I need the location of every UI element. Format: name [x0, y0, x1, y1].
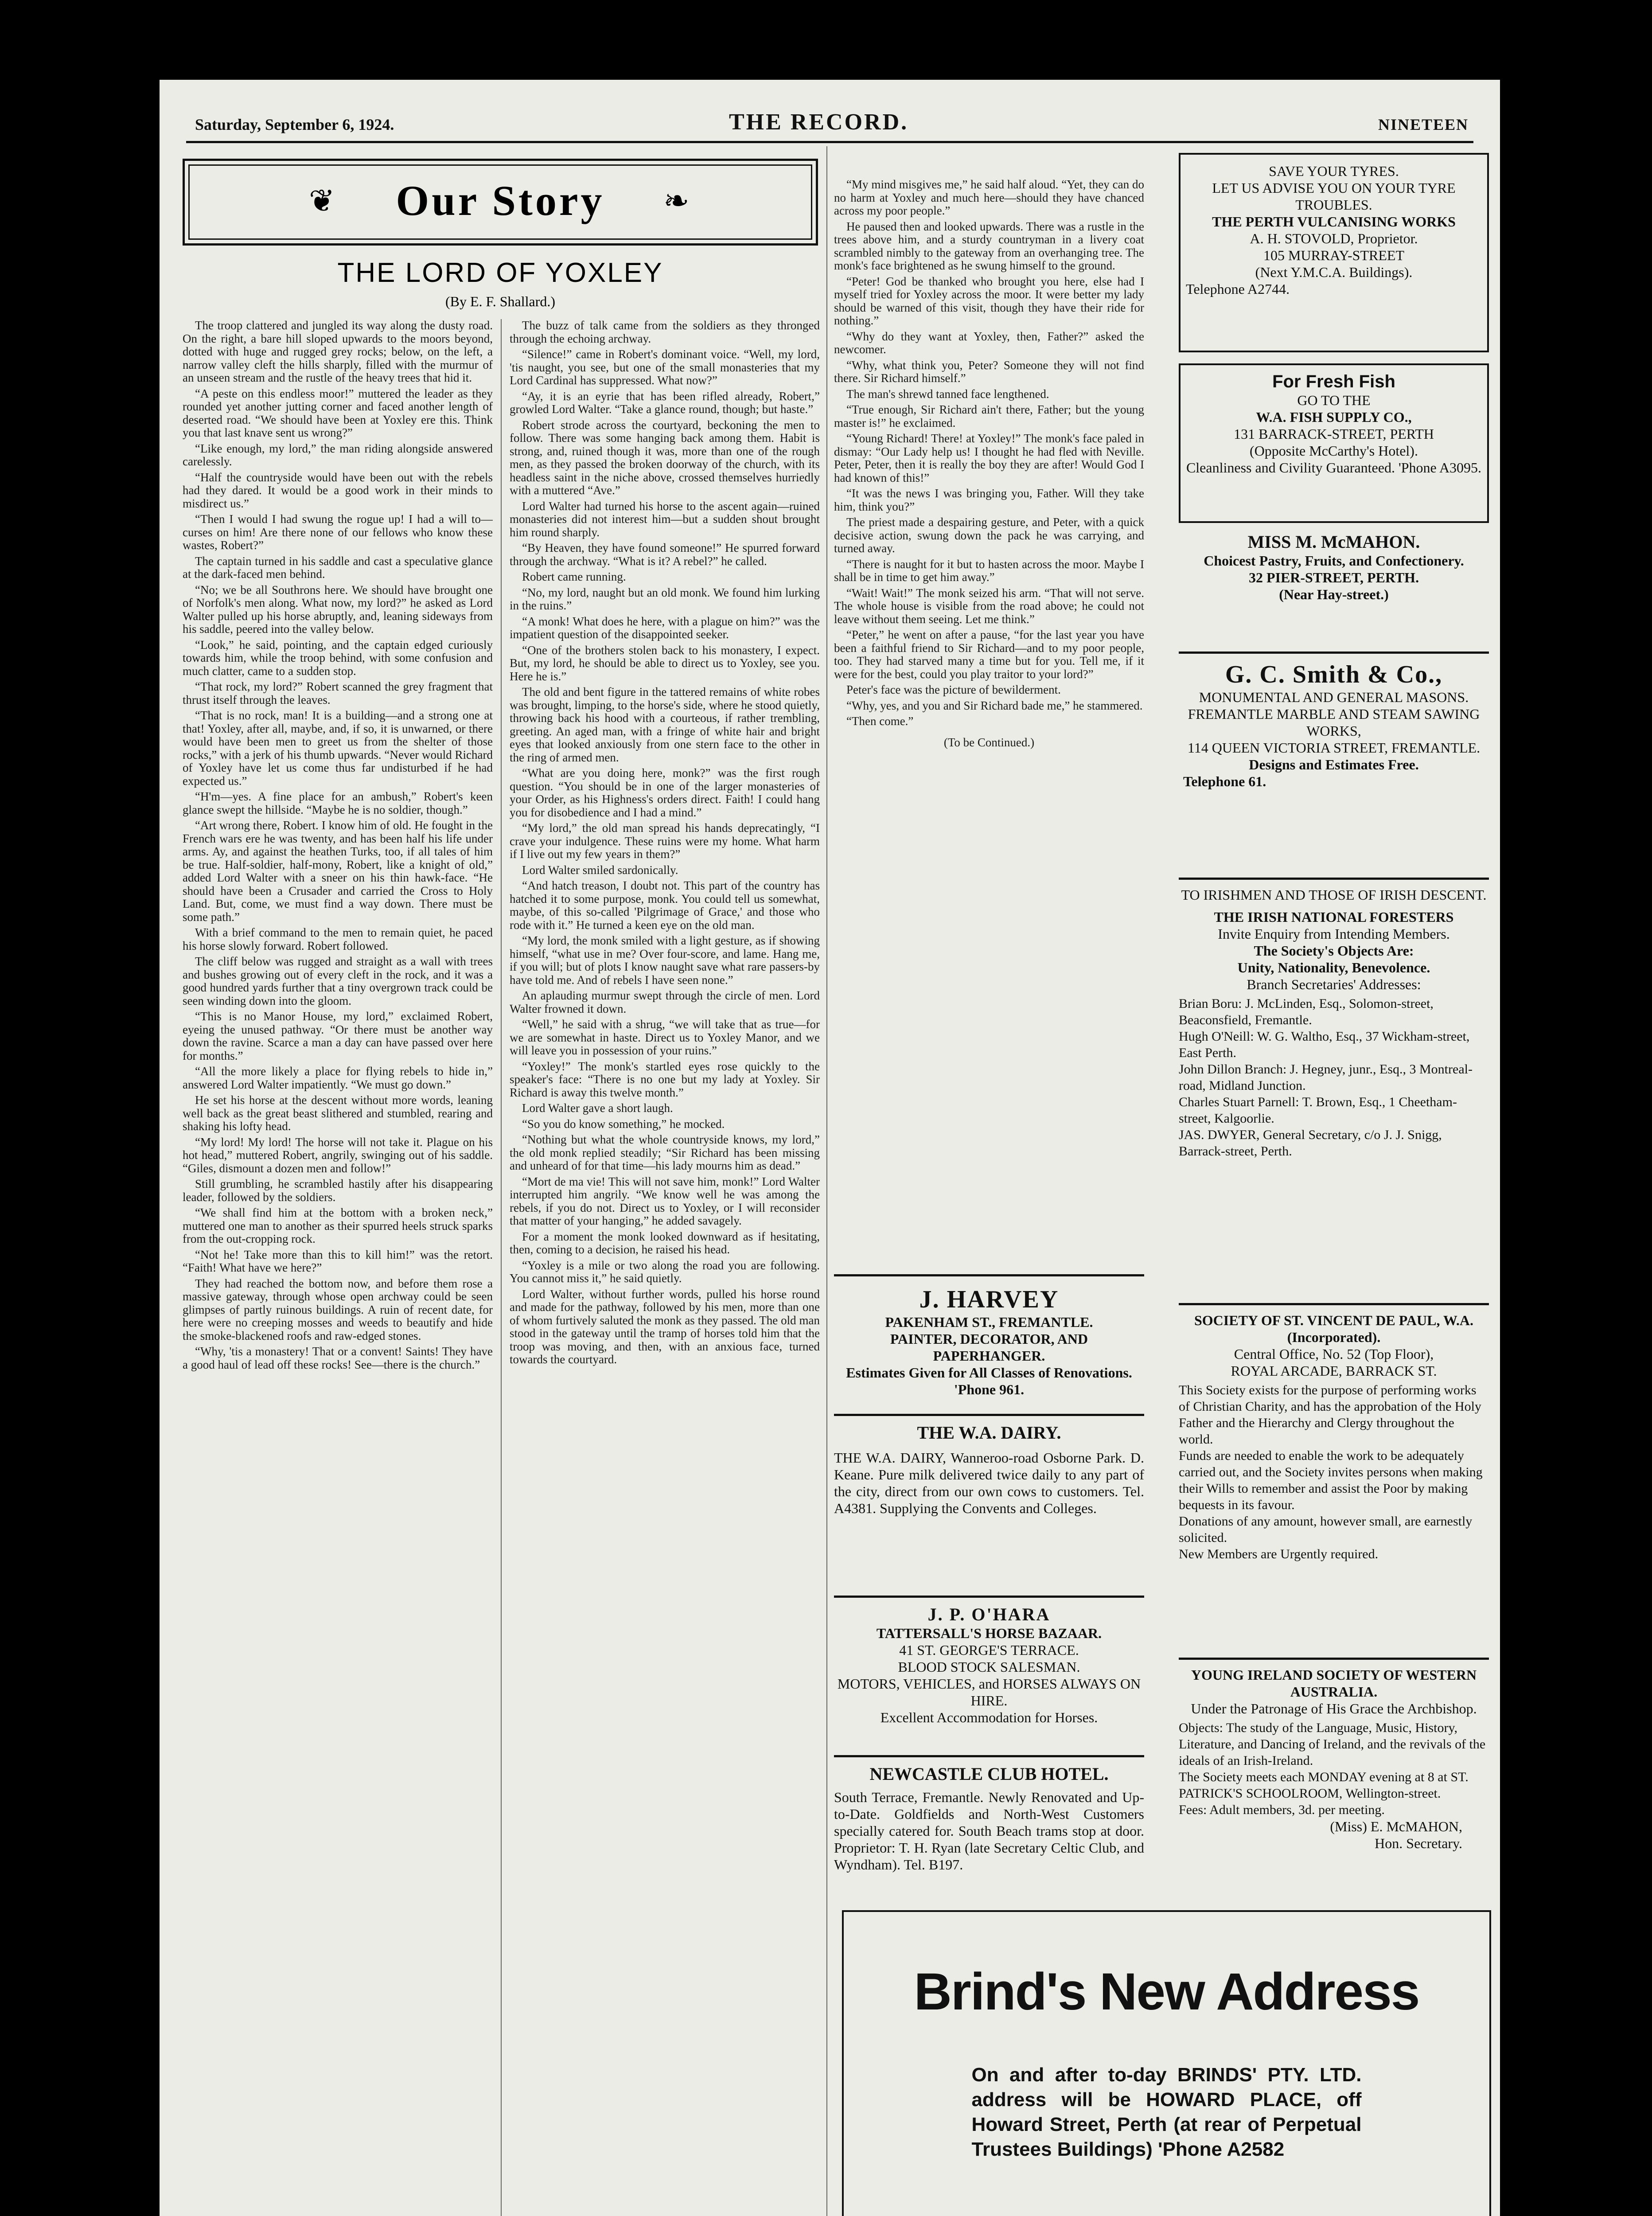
story-paragraph: “Ay, it is an eyrie that has been rifled already, Robert,” growled Lord Walter. “Take a glance round, though; but haste.”	[510, 389, 820, 416]
story-paragraph: “A peste on this endless moor!” muttered the leader as they rounded yet another jutting corner and faced another length of deserted road. “We should have been at Yoxley ere this. Think you that last knave sent us wrong?”	[183, 386, 493, 439]
story-paragraph: “It was the news I was bringing you, Father. Will they take him, think you?”	[834, 487, 1144, 513]
tyres-telephone: Telephone A2744.	[1186, 281, 1290, 297]
ireland-secretary: (Miss) E. McMAHON,	[1330, 1818, 1462, 1834]
fish-company: W.A. FISH SUPPLY CO.,	[1256, 409, 1412, 425]
story-paragraph: With a brief command to the men to remain quiet, he paced his horse slowly forward. Robert followed.	[183, 926, 493, 952]
story-paragraph: “One of the brothers stolen back to his monastery, I expect. But, my lord, he should be able to direct us to Yoxley, see you. Here he is.”	[510, 643, 820, 683]
story-paragraph: “What are you doing here, monk?” was the first rough question. “You should be in one of the larger monasteries of your Order, as his Highness's orders direct. Faith! I could hang you for disobedience and I had a mind.”	[510, 766, 820, 819]
story-paragraph: “Then come.”	[846, 714, 914, 728]
ornament-right-icon: ❧	[663, 183, 690, 219]
story-paragraph: The cliff below was rugged and straight as a wall with trees and bushes growing out of every cleft in the rock, and it was a good hundred yards further that a tiny overgrown track could be seen winding down into the gloom.	[183, 955, 493, 1007]
story-paragraph: “Peter,” he went on after a pause, “for the last year you have been a faithful friend to Sir Richard—and to my poor people, too. They had starved many a time but for you. Tell me, if it were for the best, could you play traitor to your lord?”	[834, 628, 1144, 681]
ad-rule	[1179, 1658, 1489, 1660]
story-paragraph: “Young Richard! There! at Yoxley!” The monk's face paled in dismay: “Our Lady help us! I thought he had fled with Neville. Peter, Peter, then it is really the boy they are after! Would God I had known of this!”	[834, 432, 1144, 484]
smith-works: FREMANTLE MARBLE AND STEAM SAWING WORKS,	[1188, 706, 1480, 739]
story-paragraph: The troop clattered and jungled its way along the dusty road. On the right, a bare hill sloped upwards to the moors beyond, dotted with huge and rugged grey rocks; below, on the left, a narrow valley cleft the hills sharply, filled with the murmur of an unseen stream and the rustle of the heavy trees that hid it.	[183, 319, 493, 384]
harvey-ad	[834, 1285, 1144, 1398]
story-column-2	[510, 319, 820, 2216]
tyres-headline: SAVE YOUR TYRES.	[1269, 163, 1399, 179]
smith-masons: MONUMENTAL AND GENERAL MASONS.	[1199, 689, 1469, 705]
forester-branch: JAS. DWYER, General Secretary, c/o J. J. Snigg, Barrack-street, Perth.	[1179, 1128, 1442, 1159]
ohara-address: 41 ST. GEORGE'S TERRACE.	[899, 1642, 1079, 1658]
forester-branch: Brian Boru: J. McLinden, Esq., Solomon-street, Beaconsfield, Fremantle.	[1179, 996, 1434, 1027]
story-paragraph: “Yoxley!” The monk's startled eyes rose quickly to the speaker's face: “There is no one but my lady at Yoxley. Sir Richard is away this twelve month.”	[510, 1059, 820, 1099]
foresters-invite: Invite Enquiry from Intending Members.	[1218, 926, 1450, 942]
fish-opposite: (Opposite McCarthy's Hotel).	[1250, 443, 1418, 459]
newcastle-ad	[834, 1764, 1144, 1873]
ad-rule	[834, 1274, 1144, 1276]
vincent-paragraph: Funds are needed to enable the work to be adequately carried out, and the Society invites persons when making their Wills to remember and assist the Poor by making bequests in its favour.	[1179, 1448, 1483, 1512]
story-paragraph: “Why, yes, and you and Sir Richard bade me,” he stammered.	[846, 698, 1143, 712]
story-column-3	[834, 178, 1144, 1268]
ireland-paragraph: Objects: The study of the Language, Music, History, Literature, and Dancing of Ireland, and the revivals of the ideals of an Irish-Ireland.	[1179, 1721, 1486, 1768]
ohara-accommodation: Excellent Accommodation for Horses.	[880, 1709, 1098, 1725]
story-paragraph: “Then I would I had swung the rogue up! I had a will to—curses on him! Are there none of our fellows who know these wastes, Robert?”	[183, 512, 493, 552]
tyres-street: 105 MURRAY-STREET	[1263, 247, 1404, 263]
foresters-name: THE IRISH NATIONAL FORESTERS	[1214, 909, 1454, 925]
story-paragraph: “My lord,” the old man spread his hands deprecatingly, “I crave your indulgence. These ruins were my home. What harm if I live out my few years in them?”	[510, 821, 820, 861]
mcmahon-ad	[1179, 532, 1489, 603]
story-paragraph: “Not he! Take more than this to kill him!” was the retort. “Faith! What have we here?”	[183, 1248, 493, 1274]
vincent-name: SOCIETY OF ST. VINCENT DE PAUL, W.A. (Incorporated).	[1194, 1312, 1474, 1345]
story-paragraph: “My mind misgives me,” he said half aloud. “Yet, they can do no harm at Yoxley and much here—should they have chanced across my poor people.”	[834, 178, 1144, 217]
page-number: NINETEEN	[1378, 116, 1469, 133]
newcastle-body: South Terrace, Fremantle. Newly Renovated and Up-to-Date. Goldfields and North-West Customers specially catered for. South Beach trams stop at door. Proprietor: T. H. Ryan (late Secretary Celtic Club, and Wyndham). Tel. B197.	[834, 1789, 1144, 1873]
story-paragraph: “A monk! What does he here, with a plague on him?” was the impatient question of the disappointed seeker.	[510, 614, 820, 641]
story-paragraph: “And hatch treason, I doubt not. This part of the country has hatched it to some purpose, monk. You could tell us somewhat, maybe, of this so-called 'Pilgrimage of Grace,' and those who rode with it.” He turned a keen eye on the old man.	[510, 879, 820, 932]
dairy-title: THE W.A. DAIRY.	[917, 1423, 1061, 1443]
story-paragraph: “No, my lord, naught but an old monk. We found him lurking in the ruins.”	[510, 585, 820, 612]
ad-rule	[834, 1596, 1144, 1598]
newspaper-page	[160, 80, 1500, 2216]
harvey-trade: PAINTER, DECORATOR, AND PAPERHANGER.	[890, 1331, 1088, 1364]
foresters-ad	[1179, 886, 1489, 1159]
brinds-ad	[842, 1910, 1491, 2216]
brinds-title: Brind's New Address	[914, 1962, 1419, 2021]
story-paragraph: “This is no Manor House, my lord,” exclaimed Robert, eyeing the unused pathway. “Or there must be another way down the ravine. Scarce a man a day can have passed over here for months.”	[183, 1010, 493, 1062]
forester-branch: Hugh O'Neill: W. G. Waltho, Esq., 37 Wickham-street, East Perth.	[1179, 1029, 1470, 1060]
story-paragraph: “Well,” he said with a shrug, “we will take that as true—for we are somewhat in haste. Direct us to Yoxley Manor, and we will leave you in possession of your ruins.”	[510, 1018, 820, 1057]
story-paragraph: Peter's face was the picture of bewilderment.	[846, 683, 1061, 696]
vincent-paragraph: This Society exists for the purpose of performing works of Christian Charity, and has the approbation of the Holy Father and the Hierarchy and Clergy throughout the world.	[1179, 1383, 1481, 1447]
issue-date: Saturday, September 6, 1924.	[195, 116, 394, 133]
story-paragraph: “Why, what think you, Peter? Someone they will not find there. Sir Richard himself.”	[834, 358, 1144, 385]
ohara-name: J. P. O'HARA	[927, 1604, 1051, 1624]
forester-branch: John Dillon Branch: J. Hegney, junr., Esq., 3 Montreal-road, Midland Junction.	[1179, 1062, 1473, 1093]
story-paragraph: The man's shrewd tanned face lengthened.	[846, 387, 1049, 401]
ireland-secretary-title: Hon. Secretary.	[1375, 1835, 1462, 1851]
fish-goto: GO TO THE	[1297, 392, 1371, 408]
story-paragraph: “My lord, the monk smiled with a light gesture, as if showing himself, “what use in me? Over four-score, and lame. Hang me, if you will; but of plots I know naught save what rare passers-by have told me. And of rebels I have seen none.”	[510, 934, 820, 987]
smith-telephone: Telephone 61.	[1183, 773, 1266, 789]
tyres-ad	[1179, 153, 1489, 352]
story-paragraph: He set his horse at the descent without more words, leaning well back as the great beast slithered and stumbled, rearing and shaking his lofty head.	[183, 1093, 493, 1133]
story-paragraph: “There is naught for it but to hasten across the moor. Maybe I shall be in time to get him away.”	[834, 557, 1144, 584]
fish-address: 131 BARRACK-STREET, PERTH	[1234, 426, 1434, 442]
story-paragraph: Lord Walter smiled sardonically.	[522, 863, 678, 877]
story-paragraph: “Yoxley is a mile or two along the road you are following. You cannot miss it,” he said quietly.	[510, 1258, 820, 1285]
forester-branch: Charles Stuart Parnell: T. Brown, Esq., 1 Cheetham-street, Kalgoorlie.	[1179, 1095, 1457, 1126]
story-paragraph: Robert strode across the courtyard, beckoning the men to follow. There was some hanging back among them. Habit is strong, and, ruined though it was, more than one of the rough men, as they passed the broken doorway of the church, with its headless saint in the niche above, crossed themselves hurriedly with a muttered “Ave.”	[510, 418, 820, 497]
ireland-paragraph: The Society meets each MONDAY evening at 8 at ST. PATRICK'S SCHOOLROOM, Wellington-street.	[1179, 1770, 1469, 1801]
foresters-headline: TO IRISHMEN AND THOSE OF IRISH DESCENT.	[1181, 887, 1487, 903]
ireland-ad	[1179, 1666, 1489, 1852]
story-paragraph: He paused then and looked upwards. There was a rustle in the trees above him, and a sturdy countryman in a livery coat scrambled nimbly to the gateway from an overhanging tree. The monk's face brightened as he swung himself to the ground.	[834, 219, 1144, 272]
fish-ad	[1179, 363, 1489, 523]
newcastle-title: NEWCASTLE CLUB HOTEL.	[869, 1764, 1109, 1784]
vincent-ad	[1179, 1312, 1489, 1562]
story-paragraph: Lord Walter, without further words, pulled his horse round and made for the pathway, followed by his men, more than one of whom furtively saluted the monk as they passed. The old man stood in the gateway until the tramp of horses told him that the troop was moving, and then, with an anxious face, turned towards the courtyard.	[510, 1287, 820, 1366]
story-byline: (By E. F. Shallard.)	[445, 293, 556, 309]
brinds-body: On and after to-day BRINDS' PTY. LTD. address will be HOWARD PLACE, off Howard Street, Perth (at rear of Perpetual Trustees Buildings) 'Phone A2582	[971, 2064, 1362, 2160]
story-title: THE LORD OF YOXLEY	[337, 257, 663, 288]
story-paragraph: “Nothing but what the whole countryside knows, my lord,” the old monk replied steadily; “Sir Richard has been missing and unheard of for that time—his lady mourns him as dead.”	[510, 1133, 820, 1172]
vincent-paragraph: New Members are Urgently required.	[1179, 1547, 1379, 1561]
story-paragraph: The priest made a despairing gesture, and Peter, with a quick decisive action, swung down the pack he was carrying, and turned away.	[834, 515, 1144, 555]
mcmahon-name: MISS M. McMAHON.	[1247, 532, 1420, 552]
story-paragraph: “So you do know something,” he mocked.	[522, 1117, 725, 1131]
fish-headline: For Fresh Fish	[1272, 372, 1395, 391]
tyres-proprietor: A. H. STOVOLD, Proprietor.	[1250, 230, 1418, 246]
mcmahon-goods: Choicest Pastry, Fruits, and Confectionery.	[1204, 553, 1464, 569]
story-paragraph: “By Heaven, they have found someone!” He spurred forward through the archway. “What is it? A rebel?” he called.	[510, 541, 820, 568]
story-paragraph: The old and bent figure in the tattered remains of white robes was brought, limping, to the horse's side, where he stood quietly, throwing back his hood with a courteous, if rather trembling, greeting. An aged man, with a fringe of white hair and bright eyes that looked anxiously from one stern face to the other in the ring of armed men.	[510, 685, 820, 764]
story-paragraph: “Peter! God be thanked who brought you here, else had I myself tried for Yoxley across the moor. It were better my lady should be warned of this visit, though they have their ride for nothing.”	[834, 274, 1144, 327]
story-paragraph: Robert came running.	[522, 570, 626, 583]
foresters-branches: Branch Secretaries' Addresses:	[1247, 976, 1421, 992]
story-banner-title: Our Story	[396, 177, 605, 224]
to-be-continued: (To be Continued.)	[943, 735, 1035, 749]
story-paragraph: “Why do they want at Yoxley, then, Father?” asked the newcomer.	[834, 329, 1144, 356]
smith-ad	[1179, 660, 1489, 790]
dairy-body: THE W.A. DAIRY, Wanneroo-road Osborne Park. D. Keane. Pure milk delivered twice daily to any part of the city, direct from our own cows to customers. Tel. A4381. Supplying the Convents and Colleges.	[834, 1450, 1144, 1516]
tyres-works: THE PERTH VULCANISING WORKS	[1212, 214, 1456, 230]
ad-rule	[834, 1414, 1144, 1416]
story-paragraph: “Look,” he said, pointing, and the captain edged curiously towards him, while the troop behind, with some confusion and much clatter, came to a sudden stop.	[183, 638, 493, 678]
masthead: THE RECORD.	[729, 109, 909, 135]
story-paragraph: An aplauding murmur swept through the circle of men. Lord Walter frowned it down.	[510, 989, 820, 1015]
story-paragraph: The captain turned in his saddle and cast a speculative glance at the dark-faced men behind.	[183, 554, 493, 581]
foresters-motto: Unity, Nationality, Benevolence.	[1237, 960, 1430, 975]
fish-phone: Cleanliness and Civility Guaranteed. 'Phone A3095.	[1186, 460, 1482, 476]
story-paragraph: “Like enough, my lord,” the man riding alongside answered carelessly.	[183, 441, 493, 468]
ad-rule	[1179, 652, 1489, 654]
story-paragraph: For a moment the monk looked downward as if hesitating, then, coming to a decision, he raised his head.	[510, 1229, 820, 1256]
story-paragraph: “H'm—yes. A fine place for an ambush,” Robert's keen glance swept the hillside. “Maybe he is no soldier, though.”	[183, 790, 493, 816]
smith-estimates: Designs and Estimates Free.	[1249, 757, 1419, 772]
story-paragraph: The buzz of talk came from the soldiers as they thronged through the echoing archway.	[510, 319, 820, 345]
story-paragraph: “True enough, Sir Richard ain't there, Father; but the young master is!” he exclaimed.	[834, 403, 1144, 429]
tyres-next: (Next Y.M.C.A. Buildings).	[1255, 264, 1413, 280]
mcmahon-near: (Near Hay-street.)	[1279, 586, 1389, 602]
vincent-paragraph: Donations of any amount, however small, are earnestly solicited.	[1179, 1514, 1473, 1545]
tyres-advise: LET US ADVISE YOU ON YOUR TYRE TROUBLES.	[1212, 180, 1456, 213]
harvey-address: PAKENHAM ST., FREMANTLE.	[885, 1314, 1093, 1330]
story-paragraph: “We shall find him at the bottom with a broken neck,” muttered one man to another as their spurred heels struck sparks from the out-cropping rock.	[183, 1206, 493, 1245]
story-paragraph: “Half the countryside would have been out with the rebels had they dared. It would be a good work in their minds to misdirect us.”	[183, 470, 493, 510]
ohara-trade: BLOOD STOCK SALESMAN.	[898, 1659, 1080, 1675]
foresters-objects: The Society's Objects Are:	[1254, 943, 1414, 959]
ohara-hire: MOTORS, VEHICLES, and HORSES ALWAYS ON HIRE.	[837, 1676, 1141, 1709]
ad-rule	[834, 1755, 1144, 1757]
story-paragraph: “Art wrong there, Robert. I know him of old. He fought in the French wars ere he was twenty, and has been half his life under arms. Ay, and against the heathen Turks, too, if all tales of him be true. Half-soldier, half-mony, Robert, like a knight of old,” added Lord Walter with a sneer on his thin hawk-face. “He should have been a Crusader and carried the Cross to Holy Land. But, come, we must find a way down. There must be some path.”	[183, 819, 493, 924]
story-paragraph: “Why, 'tis a monastery! That or a convent! Saints! They have a good haul of lead off these rocks! See—there is the church.”	[183, 1345, 493, 1371]
story-paragraph: “All the more likely a place for flying rebels to hide in,” answered Lord Walter impatiently. “We must go down.”	[183, 1065, 493, 1091]
smith-name: G. C. Smith & Co.,	[1225, 661, 1443, 688]
story-paragraph: Lord Walter had turned his horse to the ascent again—ruined monasteries did not interest him—but a sudden shout brought him round sharply.	[510, 499, 820, 539]
harvey-name: J. HARVEY	[919, 1286, 1059, 1313]
story-paragraph: Still grumbling, he scrambled hastily after his disappearing leader, followed by the soldiers.	[183, 1177, 493, 1204]
ad-rule	[1179, 1303, 1489, 1305]
column-divider	[501, 319, 502, 2216]
vincent-arcade: ROYAL ARCADE, BARRACK ST.	[1231, 1363, 1437, 1379]
story-paragraph: “Silence!” came in Robert's dominant voice. “Well, my lord, 'tis naught, you see, but one of the small monasteries that my Lord Cardinal has suppressed. What now?”	[510, 347, 820, 387]
dairy-ad	[834, 1423, 1144, 1517]
ad-rule	[1179, 878, 1489, 880]
story-paragraph: “Mort de ma vie! This will not save him, monk!” Lord Walter interrupted him angrily. “We know well he was among the rebels, if you do not. Direct us to Yoxley, or I will reconsider that matter of your hanging,” he added savagely.	[510, 1174, 820, 1227]
story-paragraph: “That is no rock, man! It is a building—and a strong one at that! Yoxley, after all, maybe, and, if so, it is unwarned, or there would have been men to greet us from the shelter of those rocks,” with a jerk of his thumb upwards. “Never would Richard of Yoxley have let us come thus far undisturbed if he had expected us.”	[183, 709, 493, 788]
mcmahon-address: 32 PIER-STREET, PERTH.	[1248, 570, 1419, 585]
harvey-phone: Estimates Given for All Classes of Renovations. 'Phone 961.	[846, 1365, 1132, 1397]
column-divider	[826, 146, 827, 2216]
ohara-bazaar: TATTERSALL'S HORSE BAZAAR.	[876, 1625, 1102, 1641]
story-banner	[183, 159, 818, 246]
story-paragraph: They had reached the bottom now, and before them rose a massive gateway, through whose open archway could be seen glimpses of partly ruinous buildings. A ruin of recent date, for here were no creeping mosses and weeds to beautify and hide the smoke-blackened roofs and raw-edged stones.	[183, 1276, 493, 1342]
story-paragraph: “Wait! Wait!” The monk seized his arm. “That will not serve. The whole house is visible from the road above; he could not leave without them seeing. Let me think.”	[834, 586, 1144, 626]
header-rule	[186, 141, 1473, 143]
vincent-office: Central Office, No. 52 (Top Floor),	[1234, 1346, 1434, 1362]
story-paragraph: “That rock, my lord?” Robert scanned the grey fragment that thrust itself through the leaves.	[183, 680, 493, 706]
story-column-1	[183, 319, 493, 2216]
story-paragraph: Lord Walter gave a short laugh.	[522, 1101, 673, 1115]
ireland-name: YOUNG IRELAND SOCIETY OF WESTERN AUSTRALIA.	[1191, 1667, 1477, 1700]
story-paragraph: “My lord! My lord! The horse will not take it. Plague on his hot head,” muttered Robert, angrily, swinging out of his saddle. “Giles, dismount a dozen men and follow!”	[183, 1135, 493, 1175]
smith-address: 114 QUEEN VICTORIA STREET, FREMANTLE.	[1187, 740, 1481, 756]
ohara-ad	[834, 1604, 1144, 1726]
story-paragraph: “No; we be all Southrons here. We should have brought one of Norfolk's men along. What now, my lord?” he asked as Lord Walter pulled up his horse abruptly, and, leaning sideways from his saddle, peered into the valley below.	[183, 583, 493, 636]
ornament-left-icon: ❦	[309, 183, 335, 219]
ireland-paragraph: Fees: Adult members, 3d. per meeting.	[1179, 1802, 1385, 1817]
ireland-patronage: Under the Patronage of His Grace the Archbishop.	[1191, 1701, 1477, 1717]
